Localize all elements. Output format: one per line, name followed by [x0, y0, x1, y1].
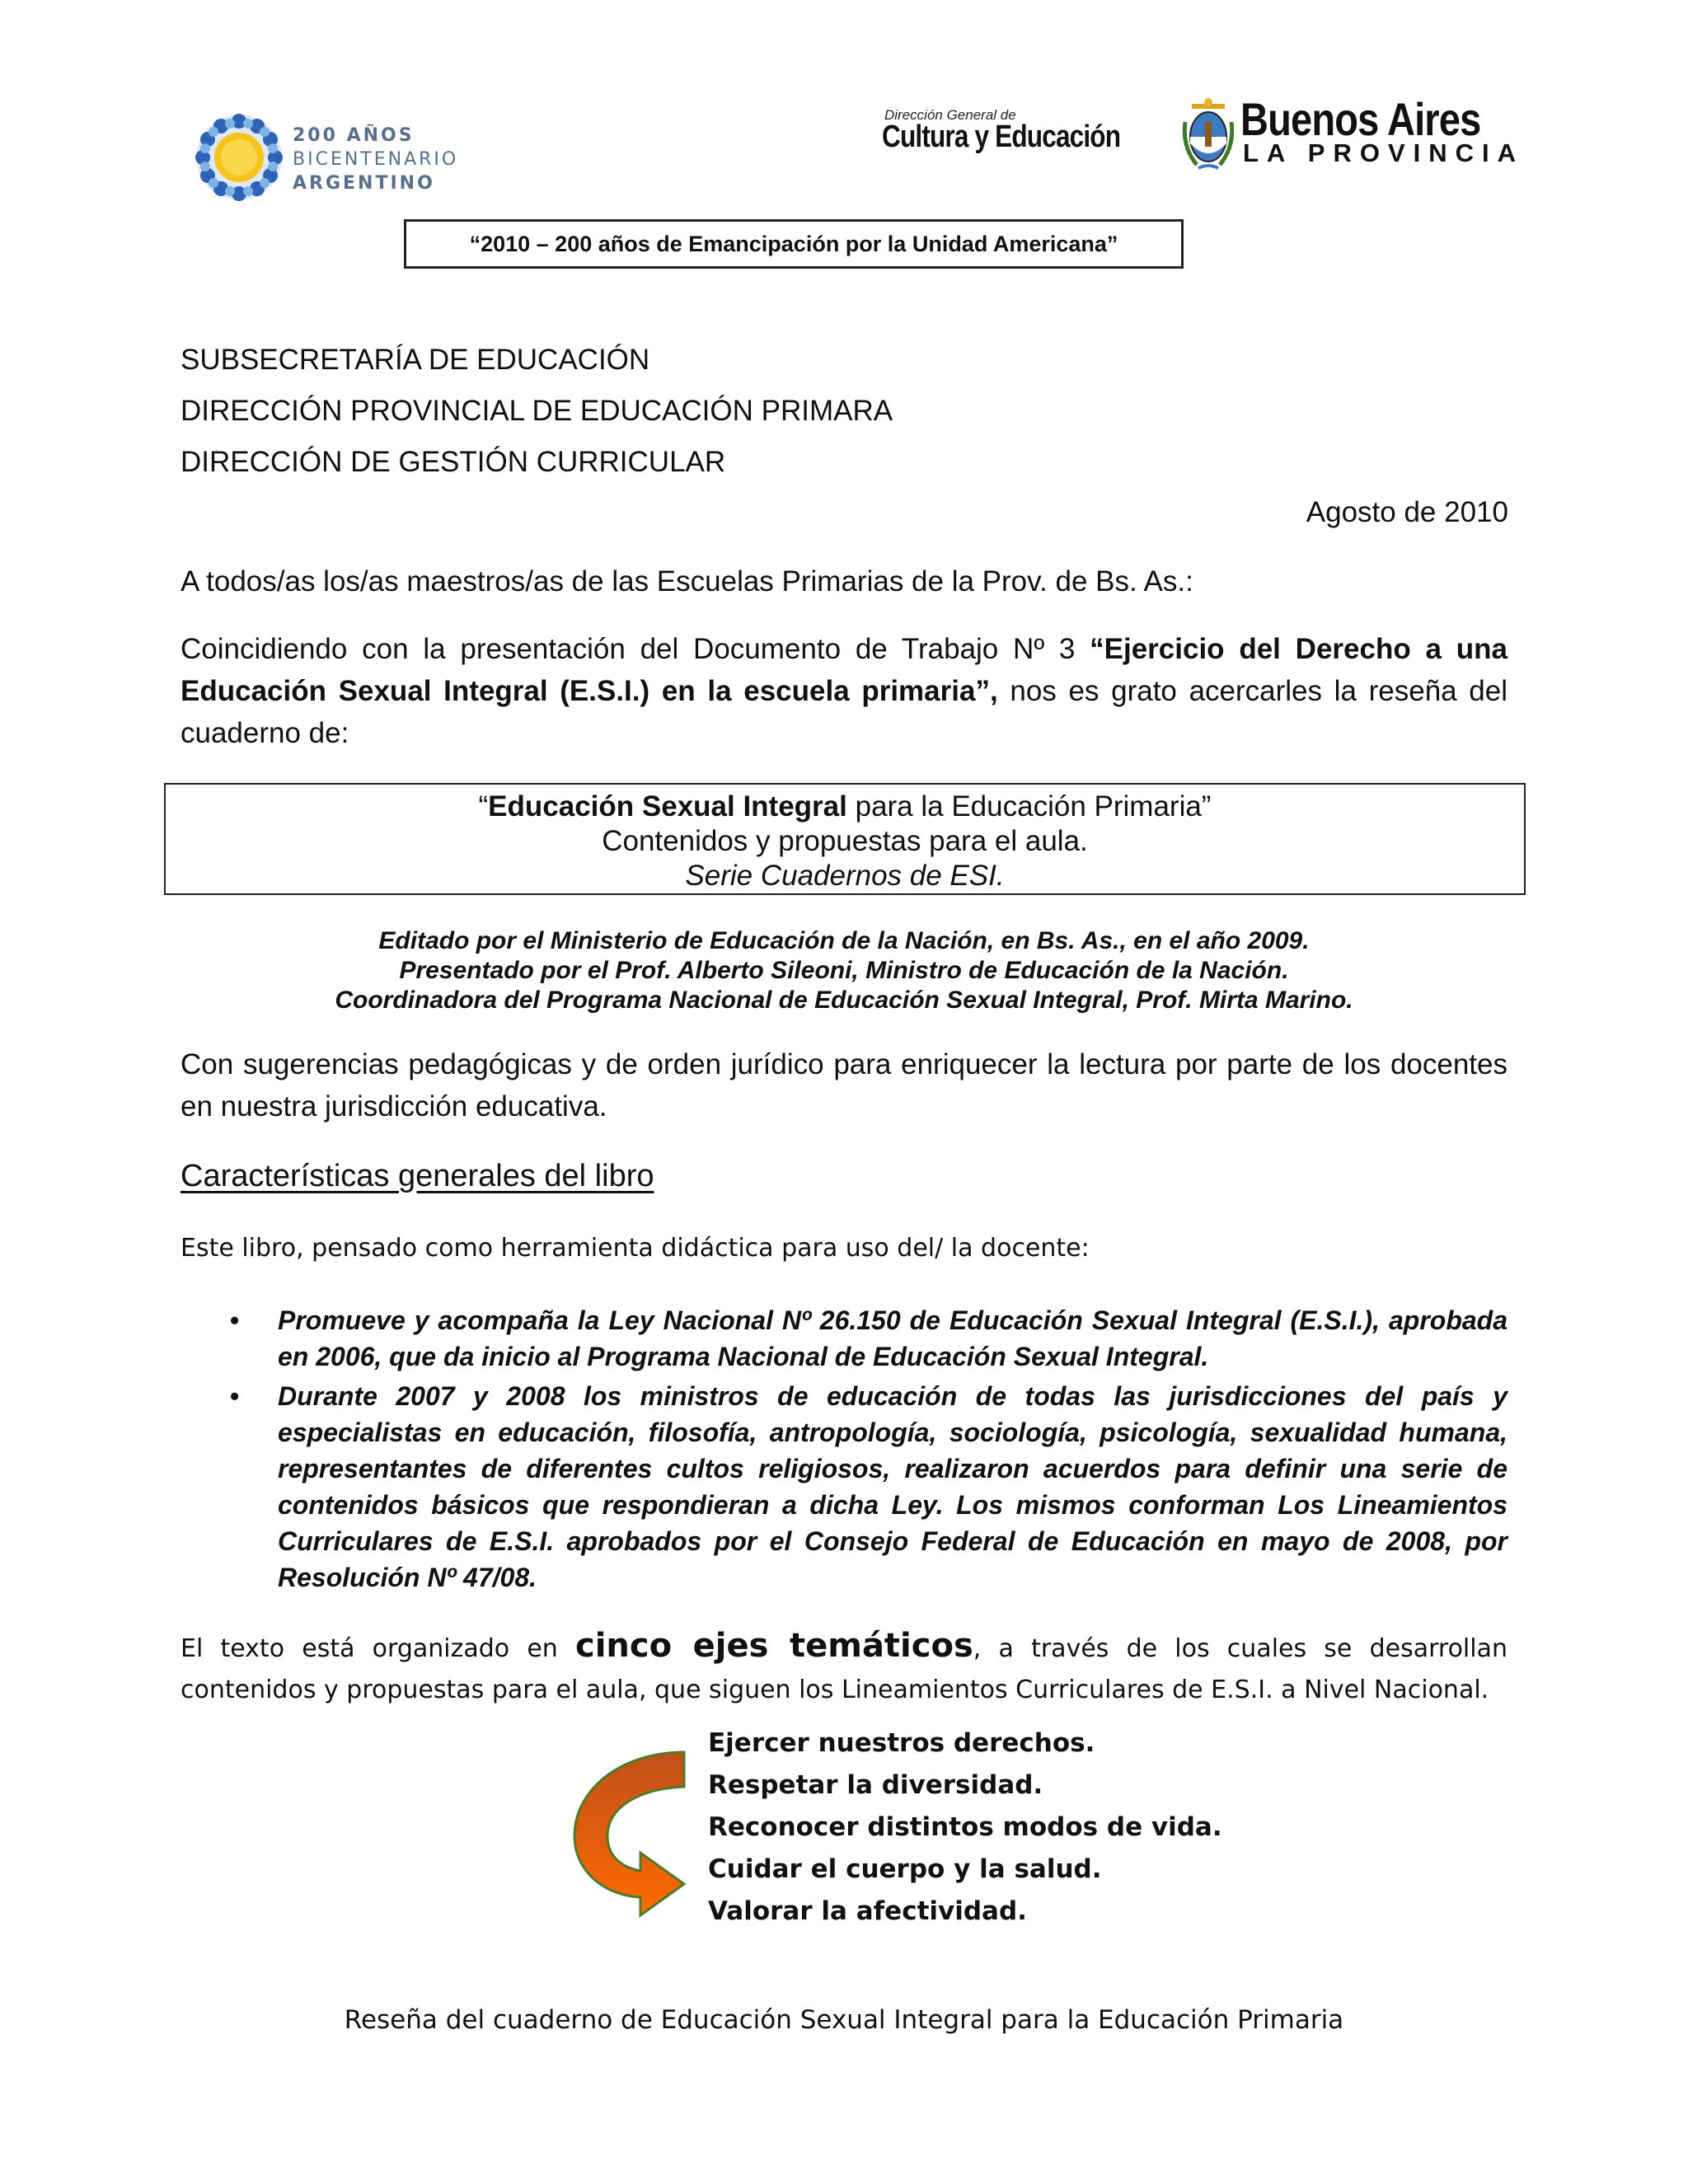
department-line: DIRECCIÓN PROVINCIAL DE EDUCACIÓN PRIMARA: [181, 395, 893, 427]
motto-text: “2010 – 200 años de Emancipación por la Unidad Americana”: [469, 231, 1118, 256]
page-footer: Reseña del cuaderno de Educación Sexual Integral para la Educación Primaria: [344, 2005, 1344, 2035]
list-item: • Promueve y acompaña la Ley Nacional Nº 26.150 de Educación Sexual Integral (E.S.I.), aprobada en 2006, que da inicio al Programa Nacional de Educación Sexual Integral.: [181, 1302, 1507, 1375]
book-title: “Educación Sexual Integral para la Educación Primaria”: [478, 790, 1212, 823]
document-date: Agosto de 2010: [1306, 496, 1508, 528]
book-subtitle: Contenidos y propuestas para el aula.: [602, 825, 1088, 857]
bullet-icon: •: [230, 1381, 240, 1411]
curved-arrow-icon: [573, 1746, 688, 1919]
list-item: Respetar la diversidad.: [708, 1770, 1043, 1800]
motto-banner: [404, 219, 1184, 269]
province-title: Buenos Aires: [1240, 93, 1481, 145]
book-series: Serie Cuadernos de ESI.: [685, 860, 1005, 892]
salutation: A todos/as los/as maestros/as de las Escuelas Primarias de la Prov. de Bs. As.:: [181, 565, 1193, 598]
suggestions-paragraph: Con sugerencias pedagógicas y de orden jurídico para enriquecer la lectura por parte de los docentes en nuestra jurisdicción educativa.: [181, 1048, 1507, 1122]
province-subtitle: LA PROVINCIA: [1243, 138, 1525, 167]
section-title: Características generales del libro: [181, 1159, 654, 1193]
list-item: Ejercer nuestros derechos.: [708, 1728, 1095, 1758]
bullet-icon: •: [230, 1305, 240, 1335]
intro-paragraph: Coincidiendo con la presentación del Documento de Trabajo Nº 3 “Ejercicio del Derecho a una Educación Sexual Integral (E.S.I.) en la escuela primaria”, nos es grato acercarles la reseña del cuaderno de:: [181, 633, 1508, 749]
edition-credits: Editado por el Ministerio de Educación de la Nación, en Bs. As., en el año 2009. Presentado por el Prof. Alberto Sileoni, Ministro de Educación de la Nación. Coordinadora del Programa Nacional de Educación Sexual Integral, Prof. Mirta Marino.: [335, 927, 1353, 1014]
book-intro: Este libro, pensado como herramienta didáctica para uso del/ la docente:: [181, 1234, 1090, 1263]
list-item: Cuidar el cuerpo y la salud.: [708, 1854, 1102, 1884]
thematic-axes-list: [708, 1722, 1222, 1933]
bicentenario-wordmark: 200 AÑOS BICENTENARIO ARGENTINO: [293, 125, 459, 194]
bullet-list: [181, 1302, 1507, 1596]
list-item: Valorar la afectividad.: [708, 1896, 1027, 1926]
dgce-subtitle: Dirección General de: [884, 107, 1016, 123]
list-item: Reconocer distintos modos de vida.: [708, 1812, 1222, 1842]
coat-of-arms-icon: [1180, 97, 1236, 171]
book-title-box: [164, 783, 1526, 895]
department-line: DIRECCIÓN DE GESTIÓN CURRICULAR: [181, 446, 726, 478]
dgce-title: Cultura y Educación: [882, 120, 1121, 154]
list-item: • Durante 2007 y 2008 los ministros de educación de todas las jurisdicciones del país y especialistas en educación, filosofía, antropología, sociología, psicología, sexualidad humana, representantes de diferentes cultos religiosos, realizaron acuerdos para definir una serie de contenidos básicos que respondieran a dicha Ley. Los mismos conforman Los Lineamientos Curriculares de E.S.I. aprobados por el Consejo Federal de Educación en mayo de 2008, por Resolución Nº 47/08.: [181, 1378, 1507, 1596]
organization-paragraph: El texto está organizado en cinco ejes temáticos, a través de los cuales se desarrollan contenidos y propuestas para el aula, que siguen los Lineamientos Curriculares de E.S.I. a Nivel Nacional.: [181, 1627, 1507, 1704]
department-line: SUBSECRETARÍA DE EDUCACIÓN: [181, 344, 650, 376]
